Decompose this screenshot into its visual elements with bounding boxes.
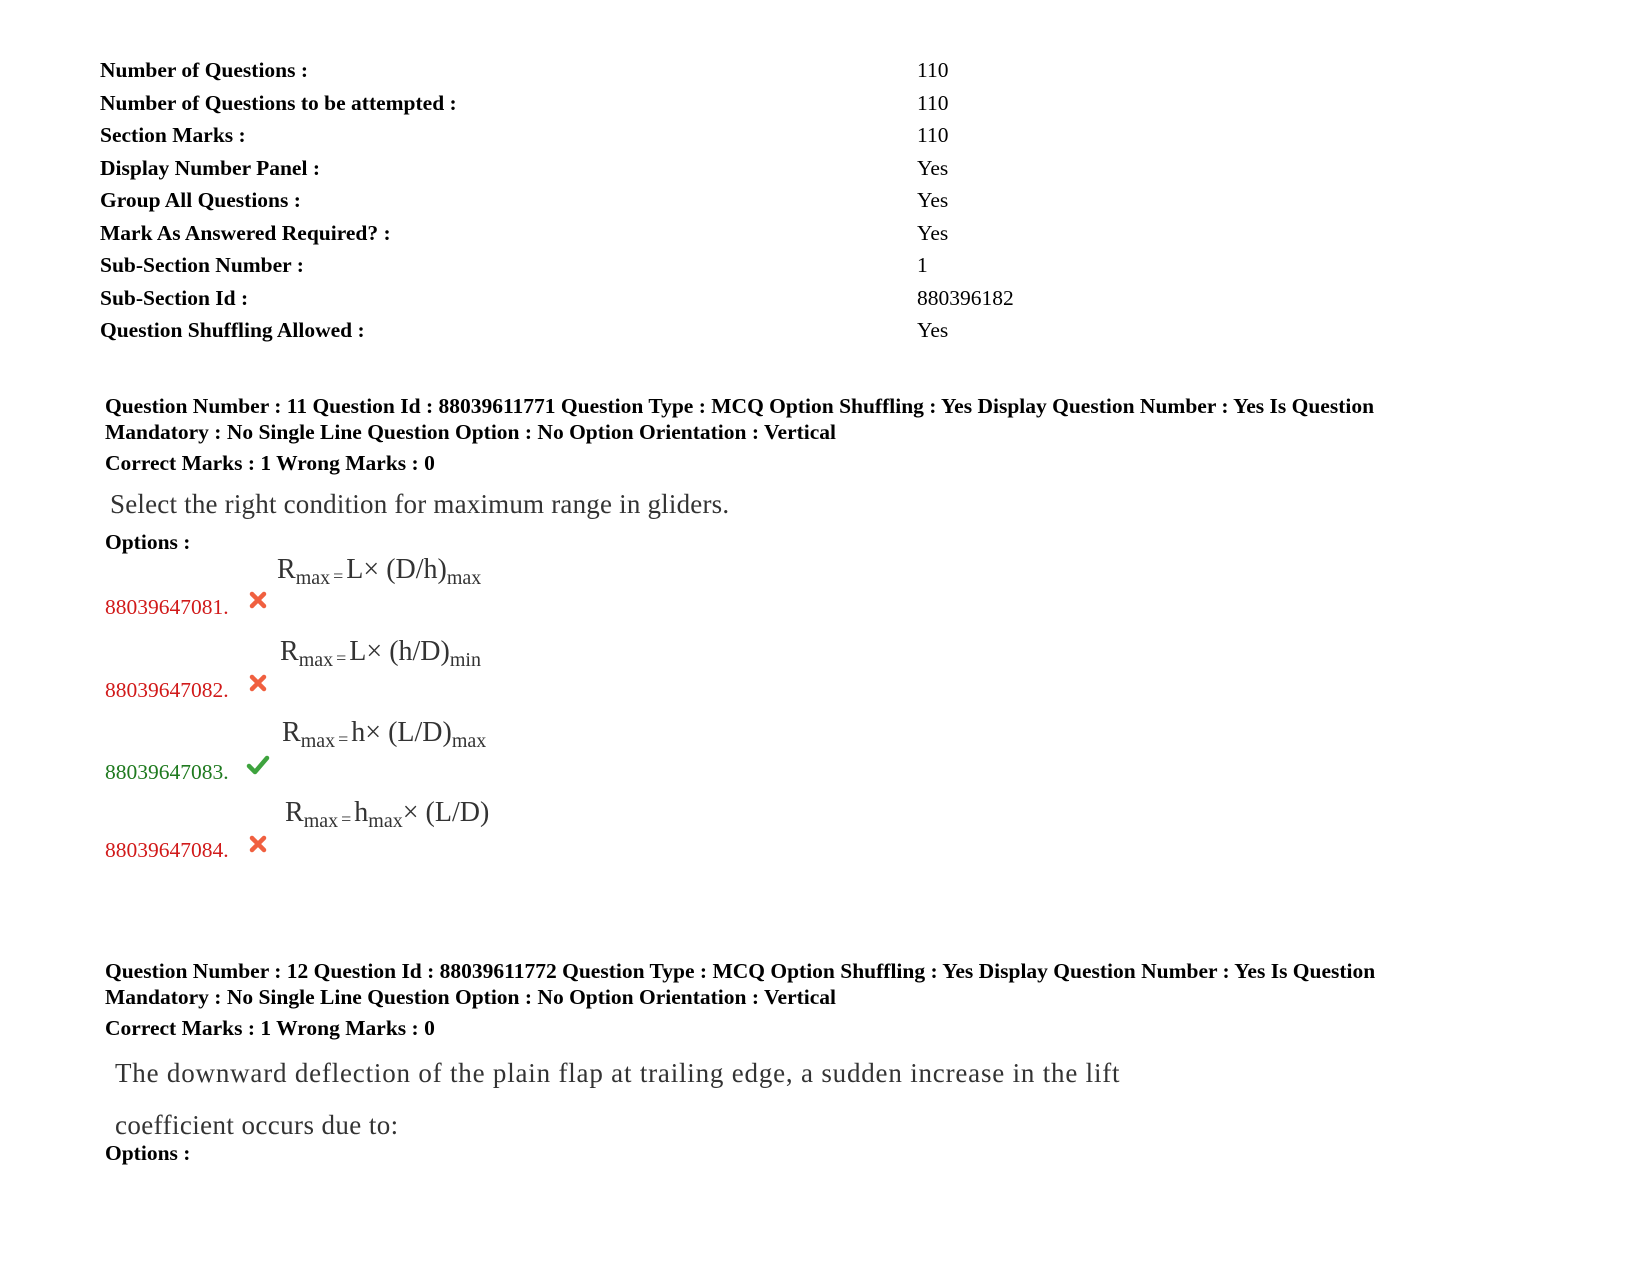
question-marks: Correct Marks : 1 Wrong Marks : 0 bbox=[105, 1016, 435, 1040]
option-3 bbox=[105, 717, 705, 785]
question-11-block bbox=[105, 393, 1565, 555]
check-icon bbox=[246, 753, 270, 777]
options-label: Options : bbox=[105, 530, 191, 554]
option-formula: $R_{max} = h\times (L/D)_{max}$ bbox=[282, 717, 487, 752]
question-text bbox=[105, 1047, 1565, 1151]
question-header-line1: Question Number : 11 Question Id : 88039611771 Question Type : MCQ Option Shuffling : Yes Display Question Number : Yes Is Question bbox=[105, 394, 1375, 418]
info-row bbox=[100, 123, 1100, 156]
question-text-line1: The downward deflection of the plain flap at trailing edge, a sudden increase in the lift bbox=[115, 1058, 1121, 1088]
info-label: Mark As Answered Required? : bbox=[100, 220, 391, 245]
info-value: 1 bbox=[917, 253, 928, 277]
option-4 bbox=[105, 797, 705, 863]
option-id: 88039647083. bbox=[105, 760, 229, 784]
info-label: Sub-Section Number : bbox=[100, 253, 304, 277]
info-row bbox=[100, 91, 1100, 124]
info-label: Section Marks : bbox=[100, 123, 246, 147]
cross-icon bbox=[247, 833, 269, 855]
info-row bbox=[100, 58, 1100, 91]
options-label: Options : bbox=[105, 1141, 191, 1165]
question-header bbox=[105, 393, 1565, 445]
info-value: Yes bbox=[917, 318, 949, 342]
option-1 bbox=[105, 554, 705, 620]
option-id: 88039647081. bbox=[105, 595, 229, 619]
info-value: 880396182 bbox=[917, 285, 1014, 310]
option-2 bbox=[105, 636, 705, 703]
info-label: Group All Questions : bbox=[100, 188, 301, 212]
option-id: 88039647082. bbox=[105, 678, 229, 702]
info-label: Question Shuffling Allowed : bbox=[100, 318, 365, 342]
question-header-line2: Mandatory : No Single Line Question Option : No Option Orientation : Vertical bbox=[105, 985, 837, 1009]
option-formula: $R_{max} = L\times (h/D)_{min}$ bbox=[280, 636, 481, 671]
question-header-line1: Question Number : 12 Question Id : 88039611772 Question Type : MCQ Option Shuffling : Yes Display Question Number : Yes Is Question bbox=[105, 959, 1376, 983]
question-header-line2: Mandatory : No Single Line Question Option : No Option Orientation : Vertical bbox=[105, 420, 837, 444]
info-row bbox=[100, 253, 1100, 286]
question-marks: Correct Marks : 1 Wrong Marks : 0 bbox=[105, 451, 435, 475]
info-value: Yes bbox=[917, 220, 949, 245]
info-row bbox=[100, 188, 1100, 221]
info-value: 110 bbox=[917, 123, 949, 147]
cross-icon bbox=[247, 672, 269, 694]
info-value: 110 bbox=[917, 58, 949, 82]
cross-icon bbox=[247, 589, 269, 611]
question-header bbox=[105, 958, 1565, 1010]
option-formula: $R_{max} = h_{max}\times (L/D)$ bbox=[285, 797, 490, 832]
option-formula: $R_{max} = L\times (D/h)_{max}$ bbox=[277, 554, 482, 589]
info-label: Display Number Panel : bbox=[100, 155, 320, 180]
info-row bbox=[100, 156, 1100, 189]
info-label: Number of Questions : bbox=[100, 58, 309, 82]
info-value: 110 bbox=[917, 90, 949, 115]
info-row bbox=[100, 318, 1100, 351]
question-text-line2: coefficient occurs due to: bbox=[115, 1110, 399, 1140]
question-12-block bbox=[105, 958, 1565, 1166]
info-label: Sub-Section Id : bbox=[100, 285, 249, 310]
info-value: Yes bbox=[917, 155, 949, 180]
info-row bbox=[100, 221, 1100, 254]
info-value: Yes bbox=[917, 188, 949, 212]
info-label: Number of Questions to be attempted : bbox=[100, 90, 457, 115]
option-id: 88039647084. bbox=[105, 838, 229, 862]
section-info-table bbox=[100, 58, 1100, 351]
question-text: Select the right condition for maximum range in gliders. bbox=[110, 489, 730, 519]
info-row bbox=[100, 286, 1100, 319]
